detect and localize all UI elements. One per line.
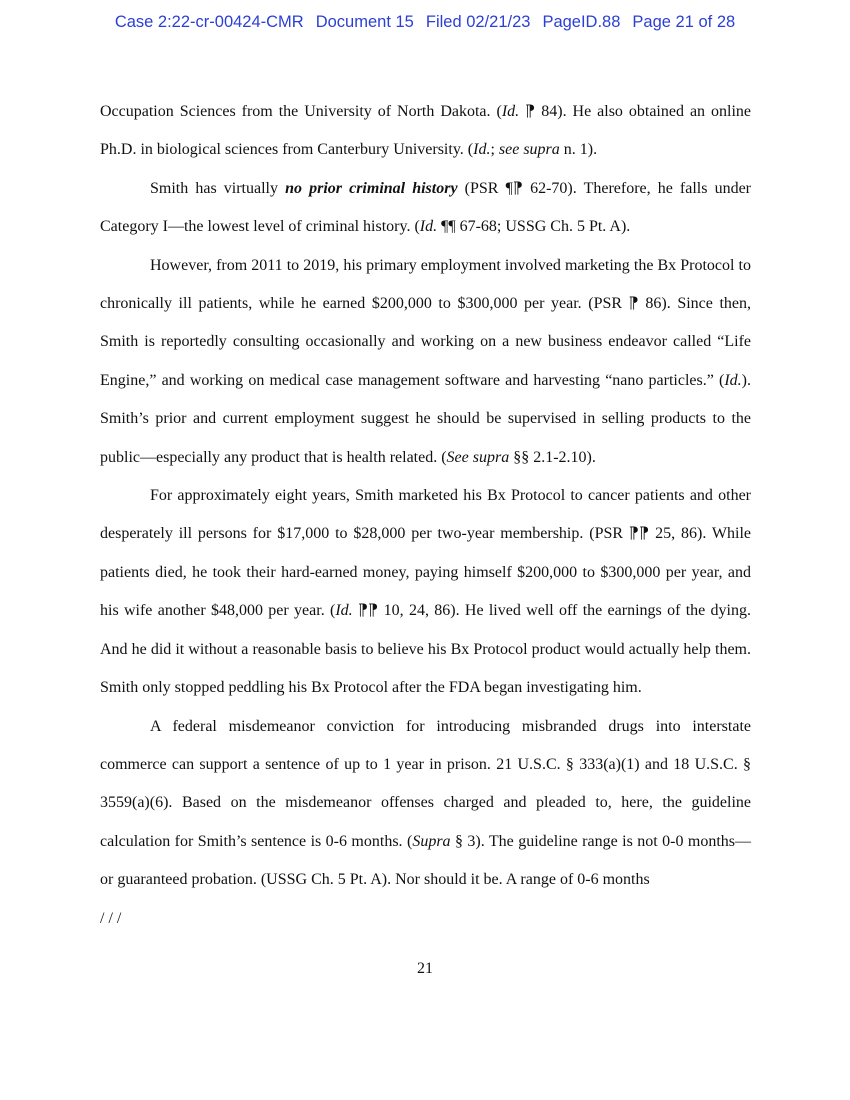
page-number: 21 [417,960,433,977]
body-paragraph: However, from 2011 to 2019, his primary employment involved marketing the Bx Protocol to chronically ill patients, while he earned $200,000 to $300,000 per year. (PSR ⁋ 86). Since then, Smith is reportedly consulting occasionally and working on a new business endeavor called “Life Engine,” and working on medical case management software and harvesting “nano particles.” (Id.). Smith’s prior and current employment suggest he should be supervised in selling products to the public—especially any product that is health related. (See supra §§ 2.1-2.10). [100,256,751,466]
document-number: Document 15 [315,13,414,31]
document-body [100,93,751,938]
continuation-marker: / / / [100,909,122,927]
body-paragraph: For approximately eight years, Smith marketed his Bx Protocol to cancer patients and other desperately ill persons for $17,000 to $28,000 per two-year membership. (PSR ⁋⁋ 25, 86). While patients died, he took their hard-earned money, paying himself $200,000 to $300,000 per year, and his wife another $48,000 per year. (Id. ⁋⁋ 10, 24, 86). He lived well off the earnings of the dying. And he did it without a reasonable basis to believe his Bx Protocol product would actually help them. Smith only stopped peddling his Bx Protocol after the FDA began investigating him. [100,487,752,697]
page-id: PageID.88 [542,13,621,31]
body-paragraph: Smith has virtually no prior criminal history (PSR ¶⁋ 62-70). Therefore, he falls under Category I—the lowest level of criminal history. (Id. ¶¶ 67-68; USSG Ch. 5 Pt. A). [100,179,752,236]
filed-date: Filed 02/21/23 [425,13,531,31]
case-header [0,13,850,32]
body-paragraph: A federal misdemeanor conviction for introducing misbranded drugs into interstate commerce can support a sentence of up to 1 year in prison. 21 U.S.C. § 333(a)(1) and 18 U.S.C. § 3559(a)(6). Based on the misdemeanor offenses charged and pleaded to, here, the guideline calculation for Smith’s sentence is 0-6 months. (Supra § 3). The guideline range is not 0-0 months—or guaranteed probation. (USSG Ch. 5 Pt. A). Nor should it be. A range of 0-6 months [100,717,751,889]
case-number: Case 2:22-cr-00424-CMR [114,13,304,31]
page-count: Page 21 of 28 [632,13,736,31]
body-paragraph: Occupation Sciences from the University of North Dakota. (Id. ⁋ 84). He also obtained an online Ph.D. in biological sciences from Canterbury University. (Id.; see supra n. 1). [100,103,752,159]
